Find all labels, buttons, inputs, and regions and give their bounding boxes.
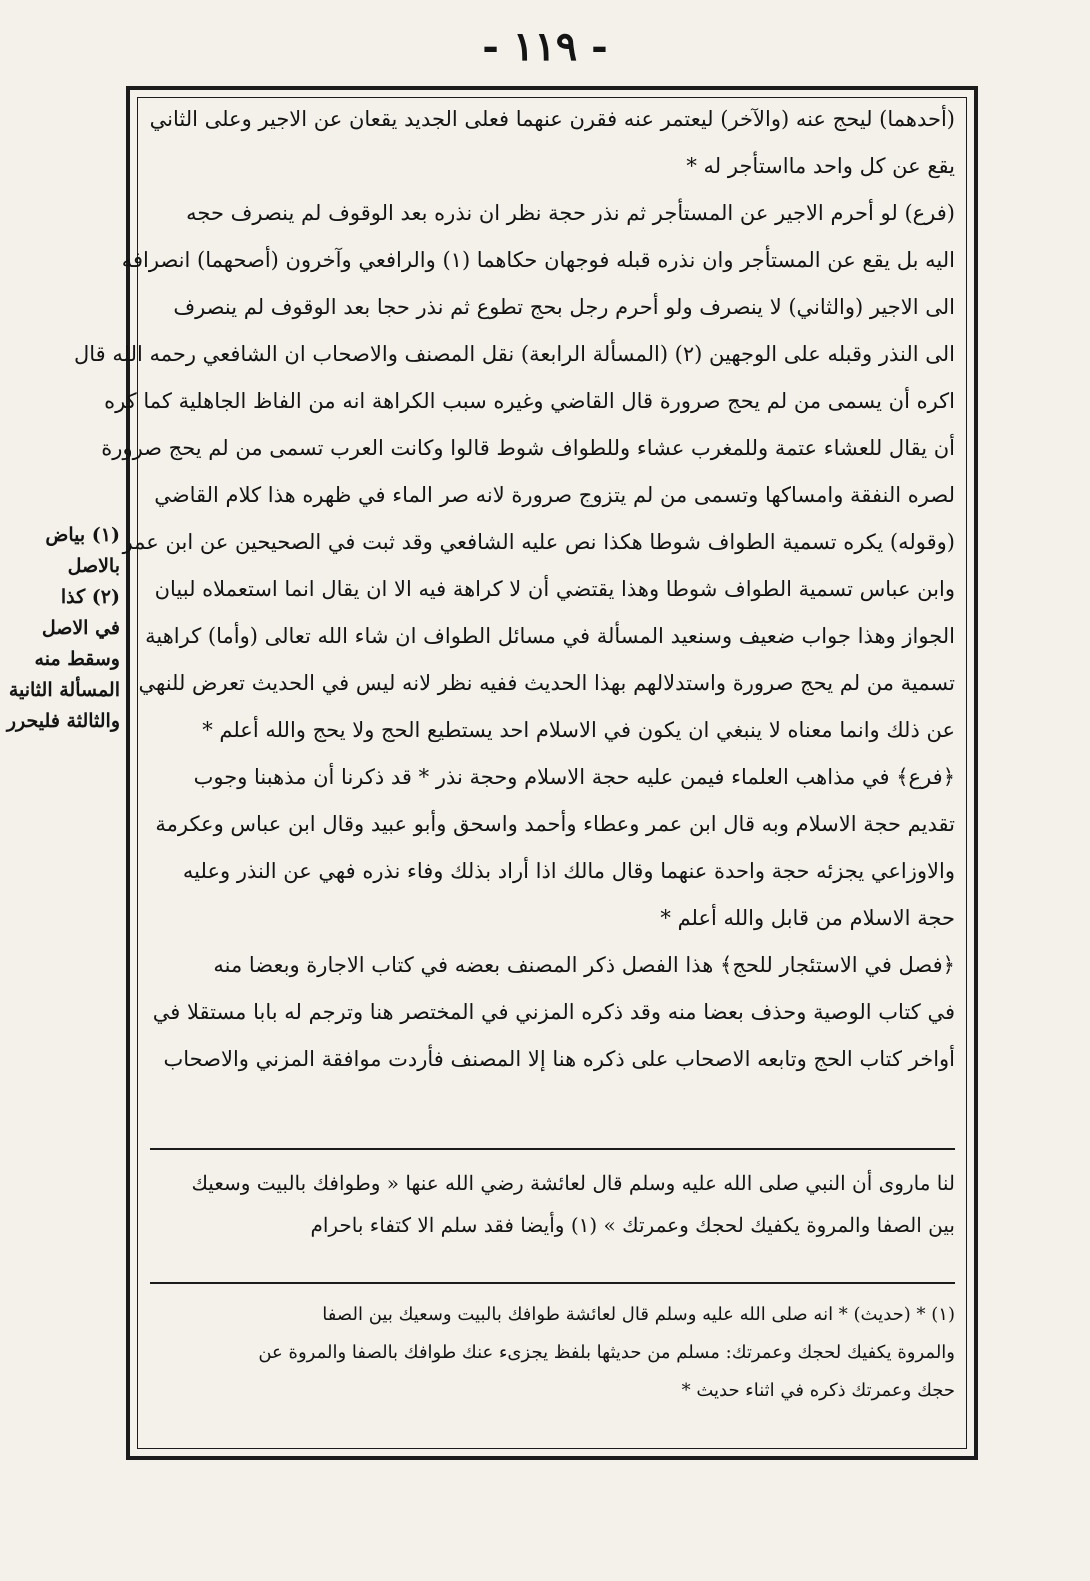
main-line: تقديم حجة الاسلام وبه قال ابن عمر وعطاء وأحمد واسحق وأبو عبيد وقال ابن عباس وعكرمة [155, 812, 955, 836]
main-line: الى النذر وقبله على الوجهين (٢) (المسألة الرابعة) نقل المصنف والاصحاب ان الشافعي رحمه الله قال [74, 342, 955, 366]
main-line: ﴿فرع﴾ في مذاهب العلماء فيمن عليه حجة الاسلام وحجة نذر * قد ذكرنا أن مذهبنا وجوب [193, 765, 955, 789]
margin-note-line: في الاصل [41, 617, 120, 639]
main-line: الجواز وهذا جواب ضعيف وسنعيد المسألة في مسائل الطواف ان شاء الله تعالى (وأما) كراهية [145, 624, 955, 648]
main-line: لصره النفقة وامساكها وتسمى من لم يتزوج صرورة لانه صر الماء في ظهره هذا كلام القاضي [154, 483, 955, 507]
main-line: في كتاب الوصية وحذف بعضا منه وقد ذكره المزني في المختصر هنا وترجم له بابا مستقلا في [152, 1000, 955, 1024]
main-line: أواخر كتاب الحج وتابعه الاصحاب على ذكره هنا إلا المصنف فأردت موافقة المزني والاصحاب [163, 1047, 955, 1071]
footnote-line: حجك وعمرتك ذكره في اثناء حديث * [681, 1380, 955, 1401]
main-line: الى الاجير (والثاني) لا ينصرف ولو أحرم رجل بحج تطوع ثم نذر حجا بعد الوقوف لم ينصرف [173, 295, 955, 319]
main-line: تسمية من لم يحج صرورة واستدلالهم بهذا الحديث ففيه نظر لانه ليس في الحديث تعرض للنهي [138, 671, 955, 695]
main-line: أن يقال للعشاء عتمة وللمغرب عشاء وللطواف شوط قالوا وكانت العرب تسمى من لم يحج صرورة [101, 436, 955, 460]
main-line: (فرع) لو أحرم الاجير عن المستأجر ثم نذر حجة نظر ان نذره بعد الوقوف لم ينصرف حجه [186, 201, 955, 225]
main-line: (أحدهما) ليحج عنه (والآخر) ليعتمر عنه فقرن عنهما فعلى الجديد يقعان عن الاجير وعلى الثاني [149, 107, 955, 131]
margin-note-line: (٢) كذا [60, 586, 120, 608]
footnote-line: والمروة يكفيك لحجك وعمرتك: مسلم من حديثها بلفظ يجزىء عنك طوافك بالصفا والمروة عن [258, 1342, 955, 1363]
main-line: عن ذلك وانما معناه لا ينبغي ان يكون في الاسلام احد يستطيع الحج ولا يحج والله أعلم * [202, 718, 955, 742]
margin-note [2, 520, 120, 737]
footnote [150, 1296, 955, 1410]
commentary-text [150, 1162, 955, 1246]
margin-note-line: والثالثة فليحرر [6, 710, 120, 732]
main-line: وابن عباس تسمية الطواف شوطا وهذا يقتضي أن لا كراهة فيه الا ان يقال انما استعملاه لبيان [154, 577, 955, 601]
margin-note-line: بالاصل [67, 555, 120, 577]
main-line: اكره أن يسمى من لم يحج صرورة قال القاضي وغيره سبب الكراهة انه من الفاظ الجاهلية كما كره [104, 389, 955, 413]
main-line: والاوزاعي يجزئه حجة واحدة عنهما وقال مالك اذا أراد بذلك وفاء نذره فهي عن النذر وعليه [182, 859, 955, 883]
main-line: يقع عن كل واحد مااستأجر له * [686, 154, 955, 178]
margin-note-line: (١) بياض [45, 524, 120, 546]
commentary-line: لنا ماروى أن النبي صلى الله عليه وسلم قال لعائشة رضي الله عنها « وطوافك بالبيت وسعيك [191, 1171, 955, 1195]
margin-note-line: المسألة الثانية [8, 679, 120, 701]
page-number: - ١١٩ - [482, 23, 608, 70]
main-line: حجة الاسلام من قابل والله أعلم * [660, 906, 955, 930]
commentary-line: بين الصفا والمروة يكفيك لحجك وعمرتك » (١) وأيضا فقد سلم الا كتفاء باحرام [310, 1213, 955, 1237]
main-line: ﴿فصل في الاستئجار للحج﴾ هذا الفصل ذكر المصنف بعضه في كتاب الاجارة وبعضا منه [213, 953, 955, 977]
margin-note-line: وسقط منه [34, 648, 120, 670]
main-line: (وقوله) يكره تسمية الطواف شوطا هكذا نص عليه الشافعي وقد ثبت في الصحيحين عن ابن عمر [122, 530, 955, 554]
main-line: اليه بل يقع عن المستأجر وان نذره قبله فوجهان حكاهما (١) والرافعي وآخرون (أصحهما) انصرافه [121, 248, 955, 272]
footnote-divider [150, 1282, 955, 1284]
section-divider [150, 1148, 955, 1150]
footnote-line: (١) * (حديث) * انه صلى الله عليه وسلم قال لعائشة طوافك بالبيت وسعيك بين الصفا [322, 1304, 955, 1325]
